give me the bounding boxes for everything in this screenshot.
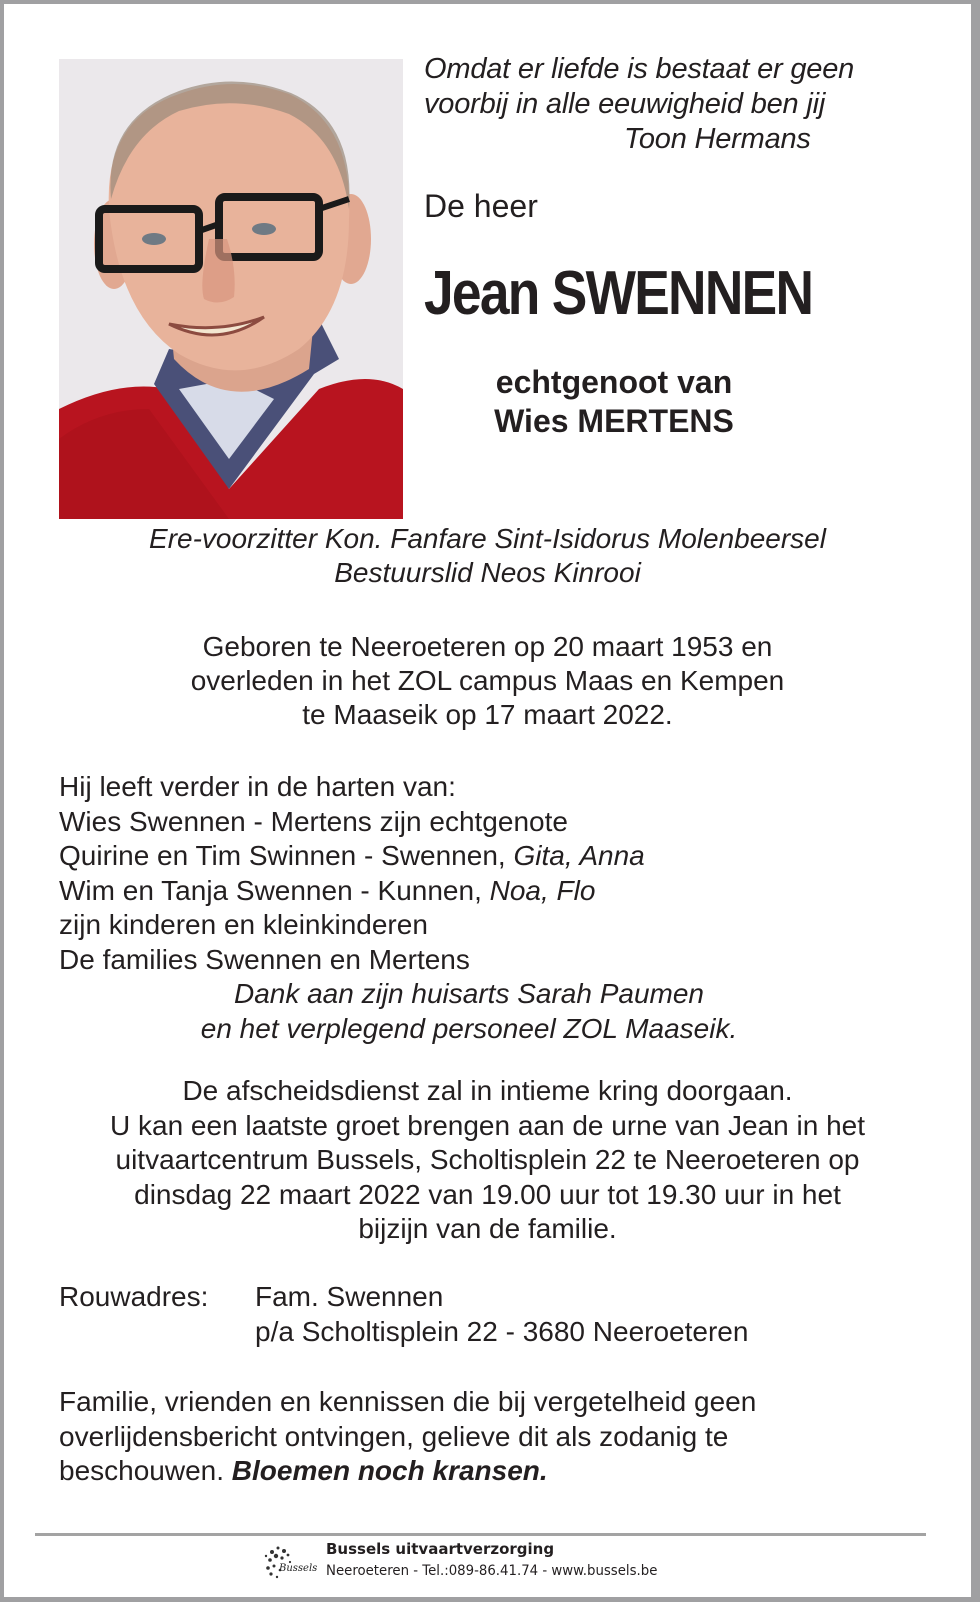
survivor-child-row	[59, 839, 909, 874]
families-line: De families Swennen en Mertens	[59, 943, 470, 975]
grandchildren-names: Gita, Anna	[513, 840, 645, 871]
function-line: Ere-voorzitter Kon. Fanfare Sint-Isidorus Molenbeersel	[149, 523, 826, 554]
quote-line: Omdat er liefde is bestaat er geen	[424, 53, 855, 85]
no-flowers-note: Bloemen noch kransen.	[231, 1455, 548, 1486]
closing-line-plain: beschouwen.	[59, 1455, 225, 1486]
children-relation: zijn kinderen en kleinkinderen	[59, 909, 428, 940]
address-label: Rouwadres:	[59, 1281, 209, 1312]
spouse-block	[404, 363, 824, 441]
spouse-label: echtgenoot van	[495, 364, 733, 400]
funeral-home-contact: Neeroeteren - Tel.:089-86.41.74 - www.bussels.be	[326, 1563, 658, 1579]
child-names: Quirine en Tim Swinnen - Swennen,	[59, 840, 506, 871]
address-line-1: Fam. Swennen	[255, 1281, 444, 1312]
children-relation-row	[59, 908, 909, 943]
portrait-photo	[59, 59, 403, 519]
memorial-quote	[424, 52, 854, 157]
service-line: U kan een laatste groet brengen aan de urne van Jean in het	[110, 1109, 865, 1141]
survivor-spouse-name: Wies Swennen - Mertens	[59, 805, 372, 837]
footer-divider	[35, 1533, 926, 1536]
funeral-home-name: Bussels uitvaartverzorging	[326, 1540, 555, 1558]
thanks-line: Dank aan zijn huisarts Sarah Paumen	[233, 978, 705, 1009]
service-line: dinsdag 22 maart 2022 van 19.00 uur tot 19.30 uur in het	[134, 1178, 841, 1210]
survivors-block	[59, 770, 909, 1046]
survivor-spouse-row	[59, 805, 909, 840]
birth-death-line: te Maaseik op 17 maart 2022.	[302, 699, 673, 730]
service-line: uitvaartcentrum Bussels, Scholtisplein 22 te Neeroeteren op	[115, 1144, 860, 1175]
service-line: bijzijn van de familie.	[358, 1213, 617, 1244]
service-block	[4, 1074, 971, 1247]
grandchildren-names: Noa, Flo	[489, 874, 596, 906]
quote-line: voorbij in alle eeuwigheid ben jij	[424, 88, 826, 120]
birth-death-line: Geboren te Neeroeteren op 20 maart 1953 en	[202, 631, 773, 662]
spouse-name: Wies MERTENS	[494, 403, 734, 439]
closing-line: overlijdensbericht ontvingen, gelieve dit als zodanig te	[59, 1420, 729, 1452]
mourning-address	[59, 1280, 748, 1349]
salutation: De heer	[424, 188, 538, 224]
child-names: Wim en Tanja Swennen - Kunnen,	[59, 874, 482, 906]
thanks-line: en het verplegend personeel ZOL Maaseik.	[200, 1012, 738, 1044]
deceased-name: Jean SWENNEN	[424, 259, 813, 328]
quote-author: Toon Hermans	[624, 123, 811, 155]
svg-text:Bussels: Bussels	[279, 1563, 318, 1574]
portrait-image	[59, 59, 403, 519]
birth-death-line: overleden in het ZOL campus Maas en Kempen	[190, 665, 785, 696]
survivor-child-row	[59, 874, 909, 909]
birth-death-block	[4, 630, 971, 732]
closing-block	[59, 1385, 919, 1489]
funeral-home-logo-icon	[262, 1542, 320, 1582]
address-line-2: p/a Scholtisplein 22 - 3680 Neeroeteren	[255, 1315, 749, 1347]
survivor-spouse-relation: zijn echtgenote	[379, 805, 568, 837]
survivors-intro: Hij leeft verder in de harten van:	[59, 771, 456, 802]
service-line: De afscheidsdienst zal in intieme kring doorgaan.	[182, 1075, 793, 1106]
functions-block	[4, 522, 971, 590]
closing-line: Familie, vrienden en kennissen die bij vergetelheid geen	[59, 1386, 757, 1417]
function-line: Bestuurslid Neos Kinrooi	[334, 557, 641, 588]
